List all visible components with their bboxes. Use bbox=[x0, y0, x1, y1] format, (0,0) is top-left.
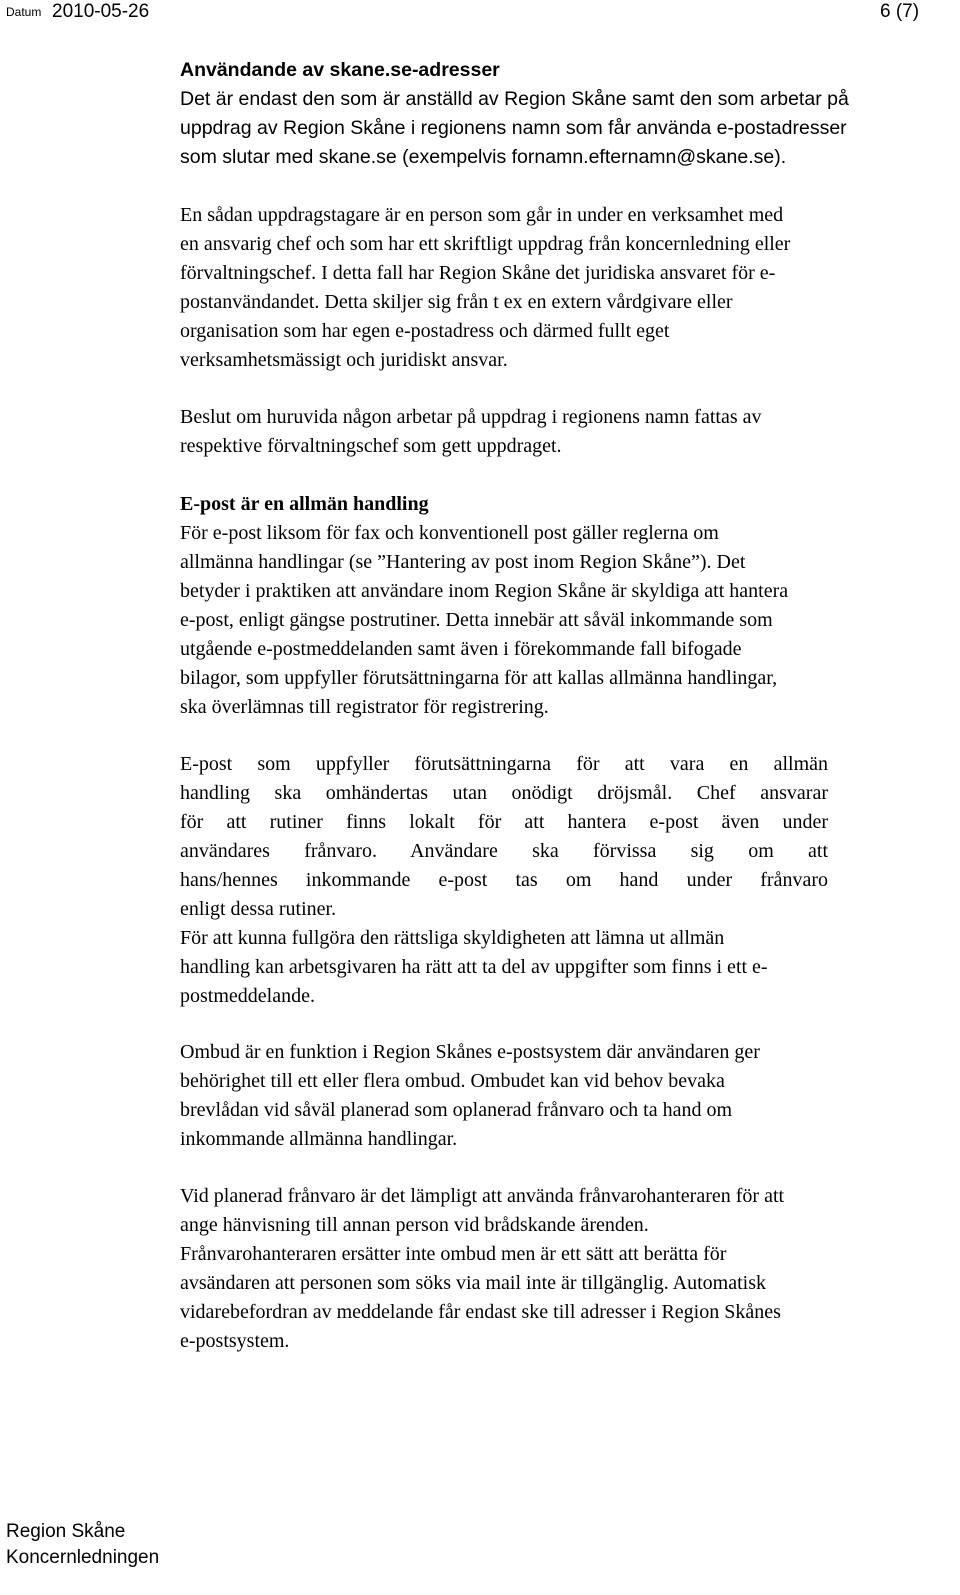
paragraph-delegate bbox=[180, 1038, 950, 1154]
text-line: Det är endast den som är anställd av Region Skåne samt den som arbetar på bbox=[180, 88, 849, 110]
paragraph-assignee bbox=[180, 201, 950, 375]
text-line: organisation som har egen e-postadress och därmed fullt eget bbox=[180, 320, 670, 342]
text-line: För att kunna fullgöra den rättsliga skyldigheten att lämna ut allmän bbox=[180, 927, 725, 949]
text-line: ange hänvisning till annan person vid brådskande ärenden. bbox=[180, 1214, 649, 1236]
text-line: användares frånvaro. Användare ska förvissa sig om att bbox=[180, 840, 828, 862]
text-line: för att rutiner finns lokalt för att hantera e-post även under bbox=[180, 811, 828, 833]
text-line: utgående e-postmeddelanden samt även i förekommande fall bifogade bbox=[180, 638, 742, 660]
text-line: en ansvarig chef och som har ett skriftligt uppdrag från koncernledning eller bbox=[180, 233, 791, 255]
text-line: E-post som uppfyller förutsättningarna för att vara en allmän bbox=[180, 753, 828, 775]
text-line: uppdrag av Region Skåne i regionens namn som får använda e-postadresser bbox=[180, 117, 847, 139]
text-line: verksamhetsmässigt och juridiskt ansvar. bbox=[180, 349, 508, 371]
text-line: För e-post liksom för fax och konventionell post gäller reglerna om bbox=[180, 522, 719, 544]
text-line: hans/hennes inkommande e-post tas om hand under frånvaro bbox=[180, 869, 828, 891]
section-heading: E-post är en allmän handling bbox=[180, 493, 429, 515]
text-line: respektive förvaltningschef som gett uppdraget. bbox=[180, 435, 562, 457]
text-line: e-post, enligt gängse postrutiner. Detta innebär att såväl inkommande som bbox=[180, 609, 773, 631]
text-line: bilagor, som uppfyller förutsättningarna för att kallas allmänna handlingar, bbox=[180, 667, 778, 689]
text-line: förvaltningschef. I detta fall har Region Skåne det juridiska ansvaret för e- bbox=[180, 262, 776, 284]
page-number: 6 (7) bbox=[880, 1, 920, 22]
text-line: som slutar med skane.se (exempelvis fornamn.efternamn@skane.se). bbox=[180, 146, 787, 168]
text-line: avsändaren att personen som söks via mail inte är tillgänglig. Automatisk bbox=[180, 1272, 766, 1294]
text-line: Ombud är en funktion i Region Skånes e-postsystem där användaren ger bbox=[180, 1041, 760, 1063]
text-line: Vid planerad frånvaro är det lämpligt att använda frånvarohanteraren för att bbox=[180, 1185, 785, 1207]
paragraph-handling bbox=[180, 750, 950, 1011]
section-public-record bbox=[180, 490, 950, 722]
date-label: Datum bbox=[6, 5, 42, 19]
text-line: allmänna handlingar (se ”Hantering av post inom Region Skåne”). Det bbox=[180, 551, 746, 573]
text-line: En sådan uppdragstagare är en person som går in under en verksamhet med bbox=[180, 204, 784, 226]
footer-unit: Koncernledningen bbox=[6, 1547, 160, 1568]
text-line: handling kan arbetsgivaren ha rätt att ta del av uppgifter som finns i ett e- bbox=[180, 956, 768, 978]
text-line: betyder i praktiken att användare inom Region Skåne är skyldiga att hantera bbox=[180, 580, 789, 602]
text-line: vidarebefordran av meddelande får endast ske till adresser i Region Skånes bbox=[180, 1301, 781, 1323]
section-skane-addresses bbox=[180, 56, 950, 172]
text-line: postanvändandet. Detta skiljer sig från t ex en extern vårdgivare eller bbox=[180, 291, 733, 313]
text-line: enligt dessa rutiner. bbox=[180, 898, 337, 920]
footer-organization: Region Skåne bbox=[6, 1521, 126, 1542]
text-line: e-postsystem. bbox=[180, 1330, 290, 1352]
section-heading: Användande av skane.se-adresser bbox=[180, 59, 500, 81]
text-line: behörighet till ett eller flera ombud. Ombudet kan vid behov bevaka bbox=[180, 1070, 725, 1092]
text-line: Beslut om huruvida någon arbetar på uppdrag i regionens namn fattas av bbox=[180, 406, 762, 428]
text-line: inkommande allmänna handlingar. bbox=[180, 1128, 458, 1150]
text-line: postmeddelande. bbox=[180, 985, 315, 1007]
text-line: Frånvarohanteraren ersätter inte ombud men är ett sätt att berätta för bbox=[180, 1243, 727, 1265]
text-line: ska överlämnas till registrator för registrering. bbox=[180, 696, 549, 718]
text-line: handling ska omhändertas utan onödigt dröjsmål. Chef ansvarar bbox=[180, 782, 828, 804]
document-date: 2010-05-26 bbox=[52, 1, 150, 22]
paragraph-decision bbox=[180, 403, 950, 461]
paragraph-absence bbox=[180, 1182, 950, 1356]
text-line: brevlådan vid såväl planerad som oplanerad frånvaro och ta hand om bbox=[180, 1099, 733, 1121]
